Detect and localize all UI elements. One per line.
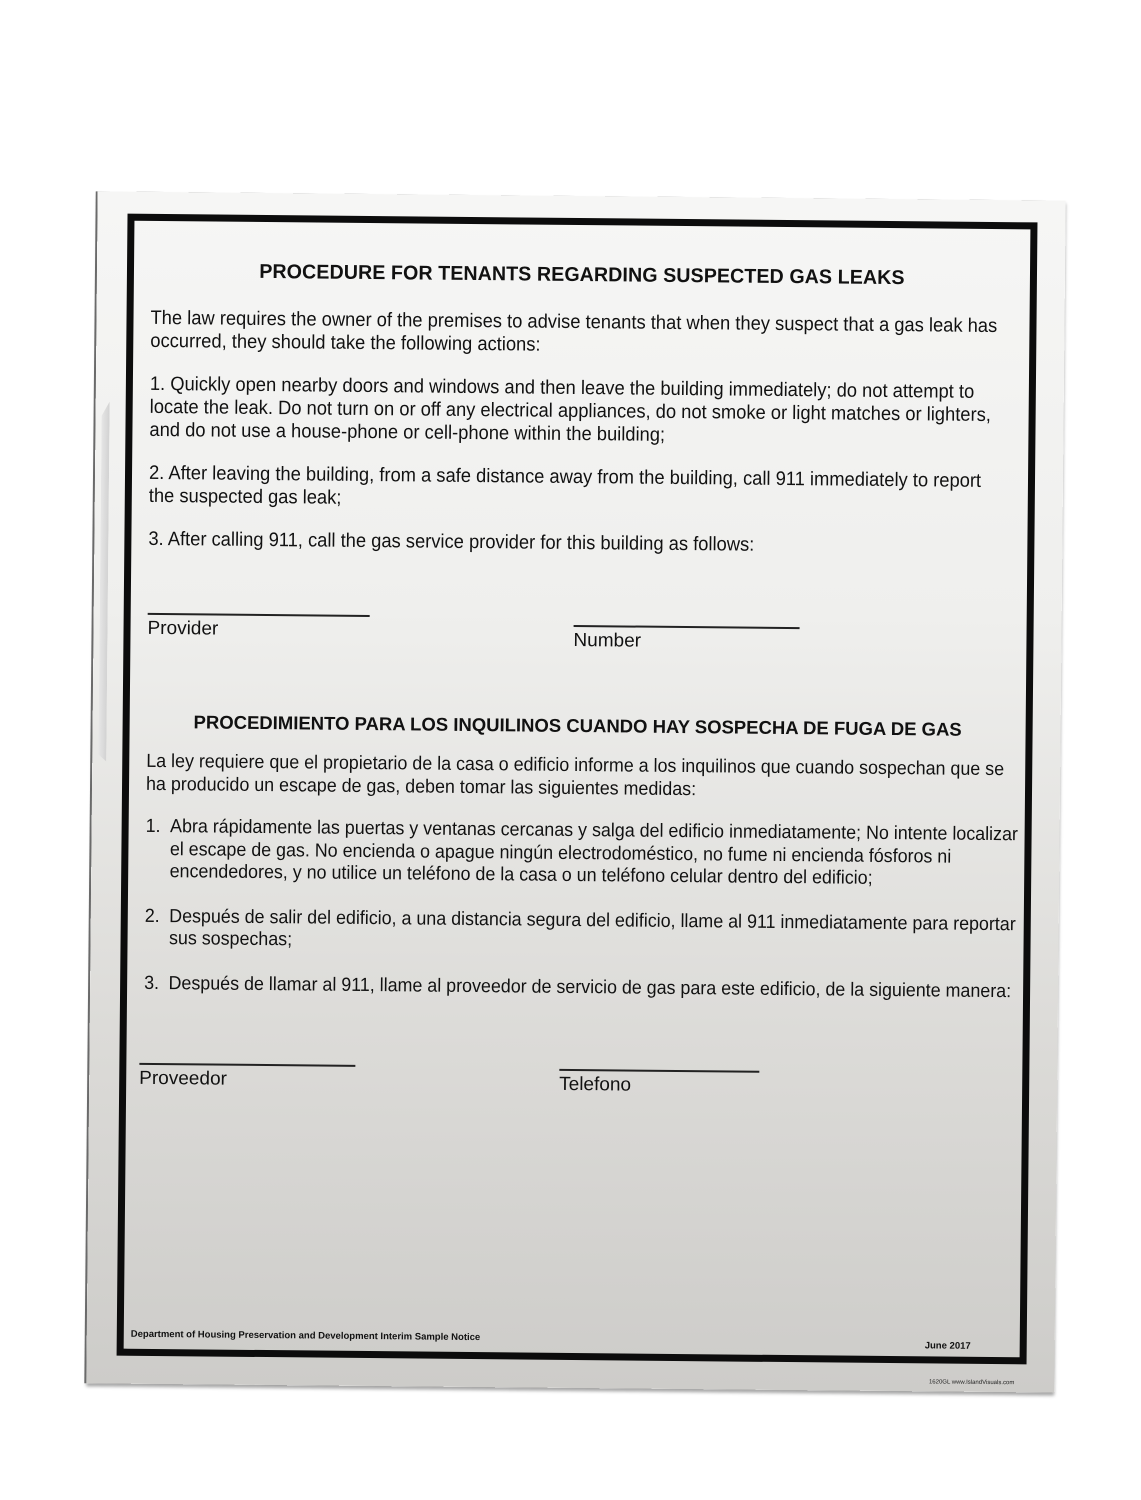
step-text: Abra rápidamente las puertas y ventanas cercanas y salga del edificio inmediatamente; No intente localizar el escape de gas. No encienda o apague ningún electrodoméstico, no fume ni encienda fósforos ni encendedores, y no utilice un teléfono de la casa o un teléfono celular dentro del edificio; [169,816,1018,889]
english-title: PROCEDURE FOR TENANTS REGARDING SUSPECTED GAS LEAKS [259,260,905,290]
english-step-2: 2. After leaving the building, from a safe distance away from the building, call 911 immediately to report the suspected gas leak; [148,461,982,509]
spanish-title: PROCEDIMIENTO PARA LOS INQUILINOS CUANDO HAY SOSPECHA DE FUGA DE GAS [193,711,962,740]
agency-footer: Department of Housing Preservation and Development Interim Sample Notice [130,1328,481,1344]
step-text: Después de llamar al 911, llame al proveedor de servicio de gas para este edificio, de la siguiente manera: [168,972,1012,1002]
spanish-step-1 [145,816,1029,892]
spanish-intro: La ley requiere que el propietario de la casa o edificio informe a los inquilinos que cuando sospechan que se ha producido un escape de gas, deben tomar las siguientes medidas: [145,750,1005,800]
telefono-blank-line [559,1069,759,1073]
proveedor-field [139,1063,355,1092]
provider-blank-line [148,613,370,617]
english-step-3: 3. After calling 911, call the gas service provider for this building as follows: [148,527,755,556]
telefono-label: Telefono [559,1073,632,1096]
english-signature-row [147,613,1010,691]
english-intro: The law requires the owner of the premises to advise tenants that when they suspect that a gas leak has occurred, they should take the following actions: [150,306,998,356]
proveedor-blank-line [139,1063,355,1067]
provider-label: Provider [147,617,219,640]
number-field [573,625,799,654]
step-number: 1. [145,815,161,838]
sign-edge-shadow [98,401,109,761]
step-number: 3. [144,972,160,994]
number-blank-line [574,625,800,629]
date-footer: June 2017 [924,1340,971,1352]
step-text: Después de salir del edificio, a una distancia segura del edificio, llame al 911 inmediatamente para reportar sus sospechas; [168,905,1016,951]
spanish-step-2 [144,905,1028,958]
gas-leak-notice-sign [86,191,1065,1392]
spanish-steps-list [144,815,1018,1003]
number-label: Number [573,629,642,652]
print-code: 1620GL www.IslandVisuals.com [928,1379,1015,1387]
spanish-step-3 [144,972,1028,1003]
step-number: 2. [144,905,160,927]
telefono-field [559,1069,759,1098]
english-step-1: 1. Quickly open nearby doors and windows and then leave the building immediately; do not attempt to locate the leak. Do not turn on or off any electrical appliances, do not smoke or light matches or lighters, and do not use a house-phone or cell-phone within the building; [149,372,991,446]
spanish-signature-row [139,1063,1006,1141]
provider-field [147,613,369,642]
proveedor-label: Proveedor [139,1067,228,1090]
notice-content [139,240,1018,1352]
